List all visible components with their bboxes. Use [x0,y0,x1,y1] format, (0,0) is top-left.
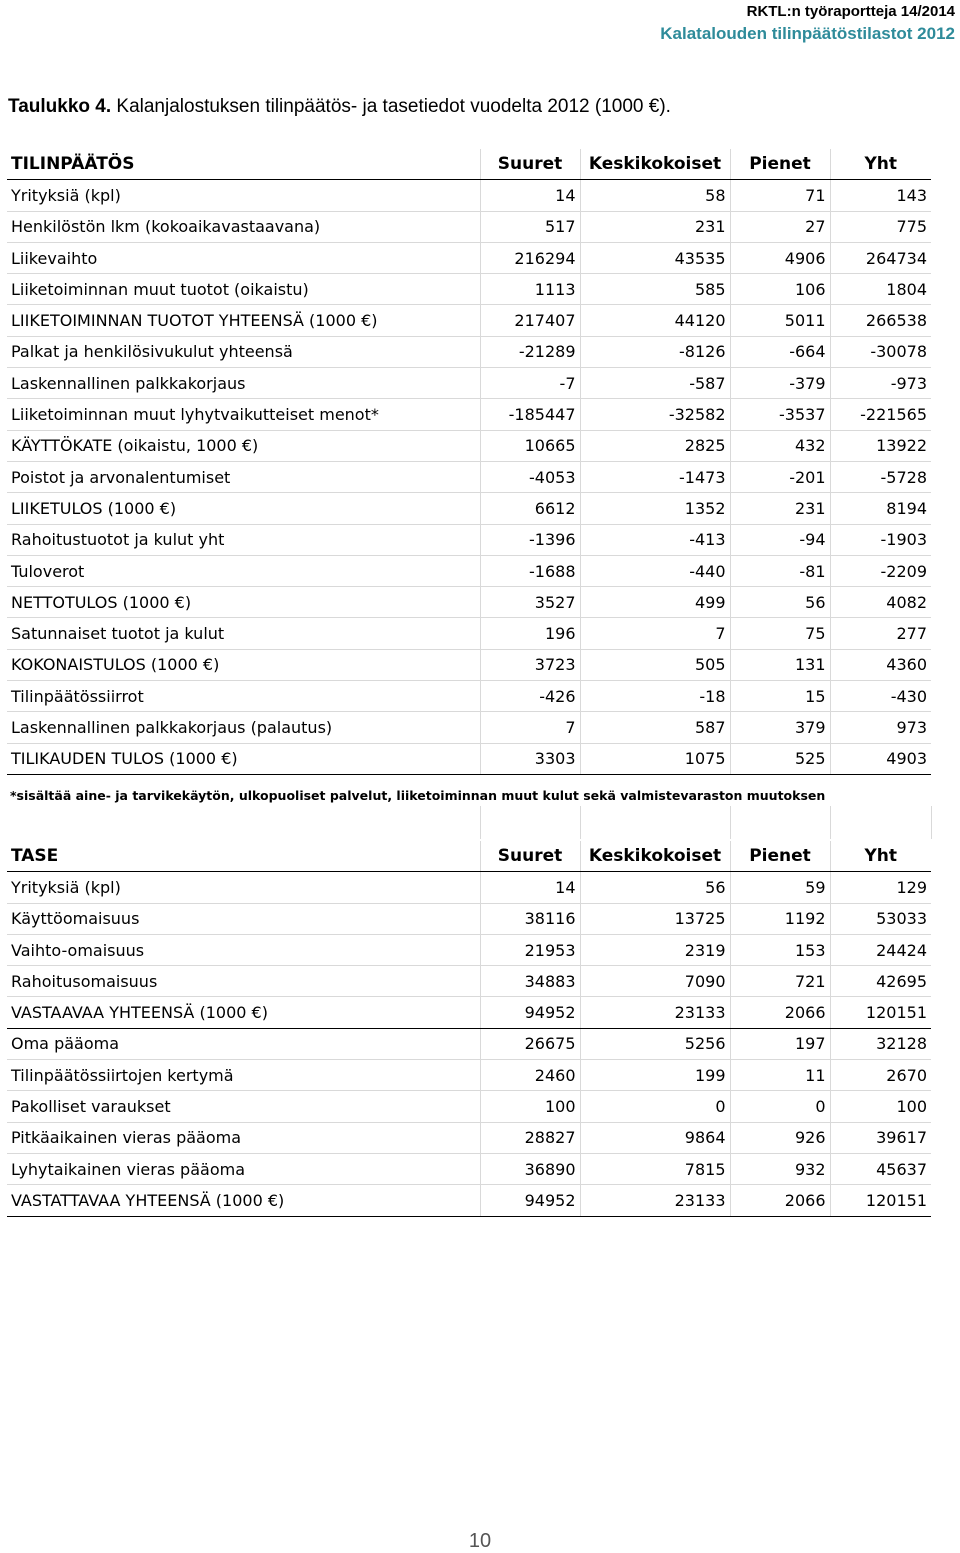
table-cell: 7090 [580,966,730,997]
row-label: Tuloverot [7,555,480,586]
table-cell: 10665 [480,430,580,461]
table-cell: 59 [730,872,830,903]
table-cell: -32582 [580,399,730,430]
table-cell: 100 [830,1091,931,1122]
table-row [7,872,931,903]
table-row [7,368,931,399]
row-label: Palkat ja henkilösivukulut yhteensä [7,336,480,367]
table-cell: -1903 [830,524,931,555]
table-cell: -413 [580,524,730,555]
table-cell: 7 [480,712,580,743]
row-label: KÄYTTÖKATE (oikaistu, 1000 €) [7,430,480,461]
row-label: Tilinpäätössiirrot [7,681,480,712]
table-cell: 94952 [480,1185,580,1216]
table-row [7,493,931,524]
column-header: TILINPÄÄTÖS [7,149,480,180]
row-label: Poistot ja arvonalentumiset [7,461,480,492]
table-cell: 2066 [730,1185,830,1216]
table-cell: 106 [730,274,830,305]
caption-label: Taulukko 4. [8,96,112,117]
table-cell: 120151 [830,997,931,1028]
table-cell: 36890 [480,1153,580,1184]
table-cell: -4053 [480,461,580,492]
table-row [7,399,931,430]
table-cell: 2460 [480,1060,580,1091]
table-cell: 197 [730,1028,830,1059]
table-cell: -81 [730,555,830,586]
row-label: Lyhytaikainen vieras pääoma [7,1153,480,1184]
table-cell: 1192 [730,903,830,934]
table-row [7,649,931,680]
table-cell: 775 [830,211,931,242]
table-cell: 28827 [480,1122,580,1153]
table-cell: -2209 [830,555,931,586]
table-cell: 499 [580,587,730,618]
table-cell: 14 [480,872,580,903]
row-label: VASTAAVAA YHTEENSÄ (1000 €) [7,997,480,1028]
caption-text: Kalanjalostuksen tilinpäätös- ja tasetiedot vuodelta 2012 (1000 €). [111,96,671,117]
table-cell: 3527 [480,587,580,618]
table-cell: -973 [830,368,931,399]
table-cell: -7 [480,368,580,399]
table-row [7,903,931,934]
table-row [7,587,931,618]
table-cell: 196 [480,618,580,649]
table-cell: 0 [730,1091,830,1122]
report-id: RKTL:n työraportteja 14/2014 [746,3,955,20]
row-label: Yrityksiä (kpl) [7,872,480,903]
balance-header-row [7,841,931,872]
table-cell: 39617 [830,1122,931,1153]
table-cell: 2066 [730,997,830,1028]
table-row [7,430,931,461]
row-label: Yrityksiä (kpl) [7,180,480,211]
table-cell: 8194 [830,493,931,524]
page-number: 10 [468,1530,492,1552]
table-cell: 5256 [580,1028,730,1059]
table-cell: 53033 [830,903,931,934]
table-cell: 27 [730,211,830,242]
table-cell: 24424 [830,934,931,965]
table-cell: 38116 [480,903,580,934]
column-header: Pienet [730,841,830,872]
table-cell: 0 [580,1091,730,1122]
table-cell: 13725 [580,903,730,934]
balance-sheet-table [7,841,931,1217]
table-row [7,1122,931,1153]
column-header: Keskikokoiset [580,841,730,872]
table-cell: -379 [730,368,830,399]
table-row [7,211,931,242]
table-cell: 3303 [480,743,580,774]
table-cell: -21289 [480,336,580,367]
table-cell: 26675 [480,1028,580,1059]
row-label: Liiketoiminnan muut tuotot (oikaistu) [7,274,480,305]
table-cell: 2825 [580,430,730,461]
table-cell: 926 [730,1122,830,1153]
table-cell: 525 [730,743,830,774]
table-cell: 14 [480,180,580,211]
table-cell: -1396 [480,524,580,555]
table-cell: 131 [730,649,830,680]
table-cell: -8126 [580,336,730,367]
table-cell: -30078 [830,336,931,367]
table-cell: 44120 [580,305,730,336]
table-cell: 6612 [480,493,580,524]
table-cell: 7815 [580,1153,730,1184]
table-cell: 1352 [580,493,730,524]
table-cell: 23133 [580,997,730,1028]
row-label: Oma pääoma [7,1028,480,1059]
table-caption [8,96,671,118]
footnote: *sisältää aine- ja tarvikekäytön, ulkopuoliset palvelut, liiketoiminnan muut kulut sekä valmistevaraston muutoksen [10,788,826,803]
table-cell: 45637 [830,1153,931,1184]
table-cell: -185447 [480,399,580,430]
column-header: Pienet [730,149,830,180]
table-row [7,461,931,492]
table-cell: 1075 [580,743,730,774]
table-cell: -1688 [480,555,580,586]
table-row [7,305,931,336]
column-header: Suuret [480,841,580,872]
table-row [7,934,931,965]
table-cell: 56 [730,587,830,618]
table-cell: 266538 [830,305,931,336]
row-label: Satunnaiset tuotot ja kulut [7,618,480,649]
table-row [7,618,931,649]
table-cell: 721 [730,966,830,997]
table-cell: -587 [580,368,730,399]
table-cell: 505 [580,649,730,680]
table-cell: -426 [480,681,580,712]
column-header: TASE [7,841,480,872]
report-series: Kalatalouden tilinpäätöstilastot 2012 [660,24,955,43]
table-row [7,336,931,367]
table-row [7,681,931,712]
row-label: LIIKETOIMINNAN TUOTOT YHTEENSÄ (1000 €) [7,305,480,336]
row-label: TILIKAUDEN TULOS (1000 €) [7,743,480,774]
table-cell: -3537 [730,399,830,430]
table-cell: 43535 [580,242,730,273]
table-row [7,180,931,211]
table-cell: 23133 [580,1185,730,1216]
table-cell: 277 [830,618,931,649]
table-cell: 2670 [830,1060,931,1091]
table-cell: 143 [830,180,931,211]
table-cell: 153 [730,934,830,965]
table-cell: -440 [580,555,730,586]
table-cell: 120151 [830,1185,931,1216]
table-row [7,712,931,743]
table-cell: 129 [830,872,931,903]
table-row [7,1153,931,1184]
table-cell: 4903 [830,743,931,774]
table-row [7,743,931,774]
table-cell: 1804 [830,274,931,305]
table-cell: 7 [580,618,730,649]
table-cell: 13922 [830,430,931,461]
row-label: Liikevaihto [7,242,480,273]
table-row [7,997,931,1028]
table-cell: 199 [580,1060,730,1091]
table-row [7,242,931,273]
table-cell: 2319 [580,934,730,965]
table-cell: -201 [730,461,830,492]
table-cell: 15 [730,681,830,712]
table-cell: -664 [730,336,830,367]
row-label: Rahoitustuotot ja kulut yht [7,524,480,555]
table-cell: 216294 [480,242,580,273]
row-label: Vaihto-omaisuus [7,934,480,965]
row-label: VASTATTAVAA YHTEENSÄ (1000 €) [7,1185,480,1216]
row-label: Laskennallinen palkkakorjaus (palautus) [7,712,480,743]
table-cell: 585 [580,274,730,305]
table-cell: 42695 [830,966,931,997]
table-row [7,1060,931,1091]
table-cell: 4360 [830,649,931,680]
table-cell: 94952 [480,997,580,1028]
table-cell: -5728 [830,461,931,492]
table-cell: 71 [730,180,830,211]
table-cell: -1473 [580,461,730,492]
table-cell: 587 [580,712,730,743]
table-cell: 11 [730,1060,830,1091]
table-cell: 58 [580,180,730,211]
spacer-grid [480,806,931,839]
table-cell: 264734 [830,242,931,273]
table-cell: 4082 [830,587,931,618]
table-cell: -18 [580,681,730,712]
table-cell: 932 [730,1153,830,1184]
row-label: Käyttöomaisuus [7,903,480,934]
table-cell: 32128 [830,1028,931,1059]
table-cell: 517 [480,211,580,242]
table-cell: -94 [730,524,830,555]
table-cell: 432 [730,430,830,461]
table-row [7,1028,931,1059]
table-cell: 1113 [480,274,580,305]
table-cell: 231 [580,211,730,242]
table-cell: -221565 [830,399,931,430]
table-cell: 217407 [480,305,580,336]
column-header: Suuret [480,149,580,180]
table-cell: 100 [480,1091,580,1122]
table-row [7,274,931,305]
table-cell: 34883 [480,966,580,997]
income-statement-table [7,149,931,775]
table-row [7,1091,931,1122]
column-header: Yht [830,149,931,180]
row-label: KOKONAISTULOS (1000 €) [7,649,480,680]
table-cell: -430 [830,681,931,712]
row-label: Pakolliset varaukset [7,1091,480,1122]
row-label: Tilinpäätössiirtojen kertymä [7,1060,480,1091]
table-cell: 4906 [730,242,830,273]
income-header-row [7,149,931,180]
column-header: Keskikokoiset [580,149,730,180]
table-cell: 231 [730,493,830,524]
table-cell: 3723 [480,649,580,680]
row-label: Laskennallinen palkkakorjaus [7,368,480,399]
row-label: NETTOTULOS (1000 €) [7,587,480,618]
table-row [7,1185,931,1216]
row-label: Rahoitusomaisuus [7,966,480,997]
table-cell: 379 [730,712,830,743]
table-cell: 75 [730,618,830,649]
table-row [7,966,931,997]
table-cell: 56 [580,872,730,903]
table-cell: 9864 [580,1122,730,1153]
row-label: LIIKETULOS (1000 €) [7,493,480,524]
table-cell: 5011 [730,305,830,336]
table-cell: 973 [830,712,931,743]
table-row [7,524,931,555]
row-label: Henkilöstön lkm (kokoaikavastaavana) [7,211,480,242]
row-label: Liiketoiminnan muut lyhytvaikutteiset menot* [7,399,480,430]
row-label: Pitkäaikainen vieras pääoma [7,1122,480,1153]
table-row [7,555,931,586]
column-header: Yht [830,841,931,872]
table-cell: 21953 [480,934,580,965]
